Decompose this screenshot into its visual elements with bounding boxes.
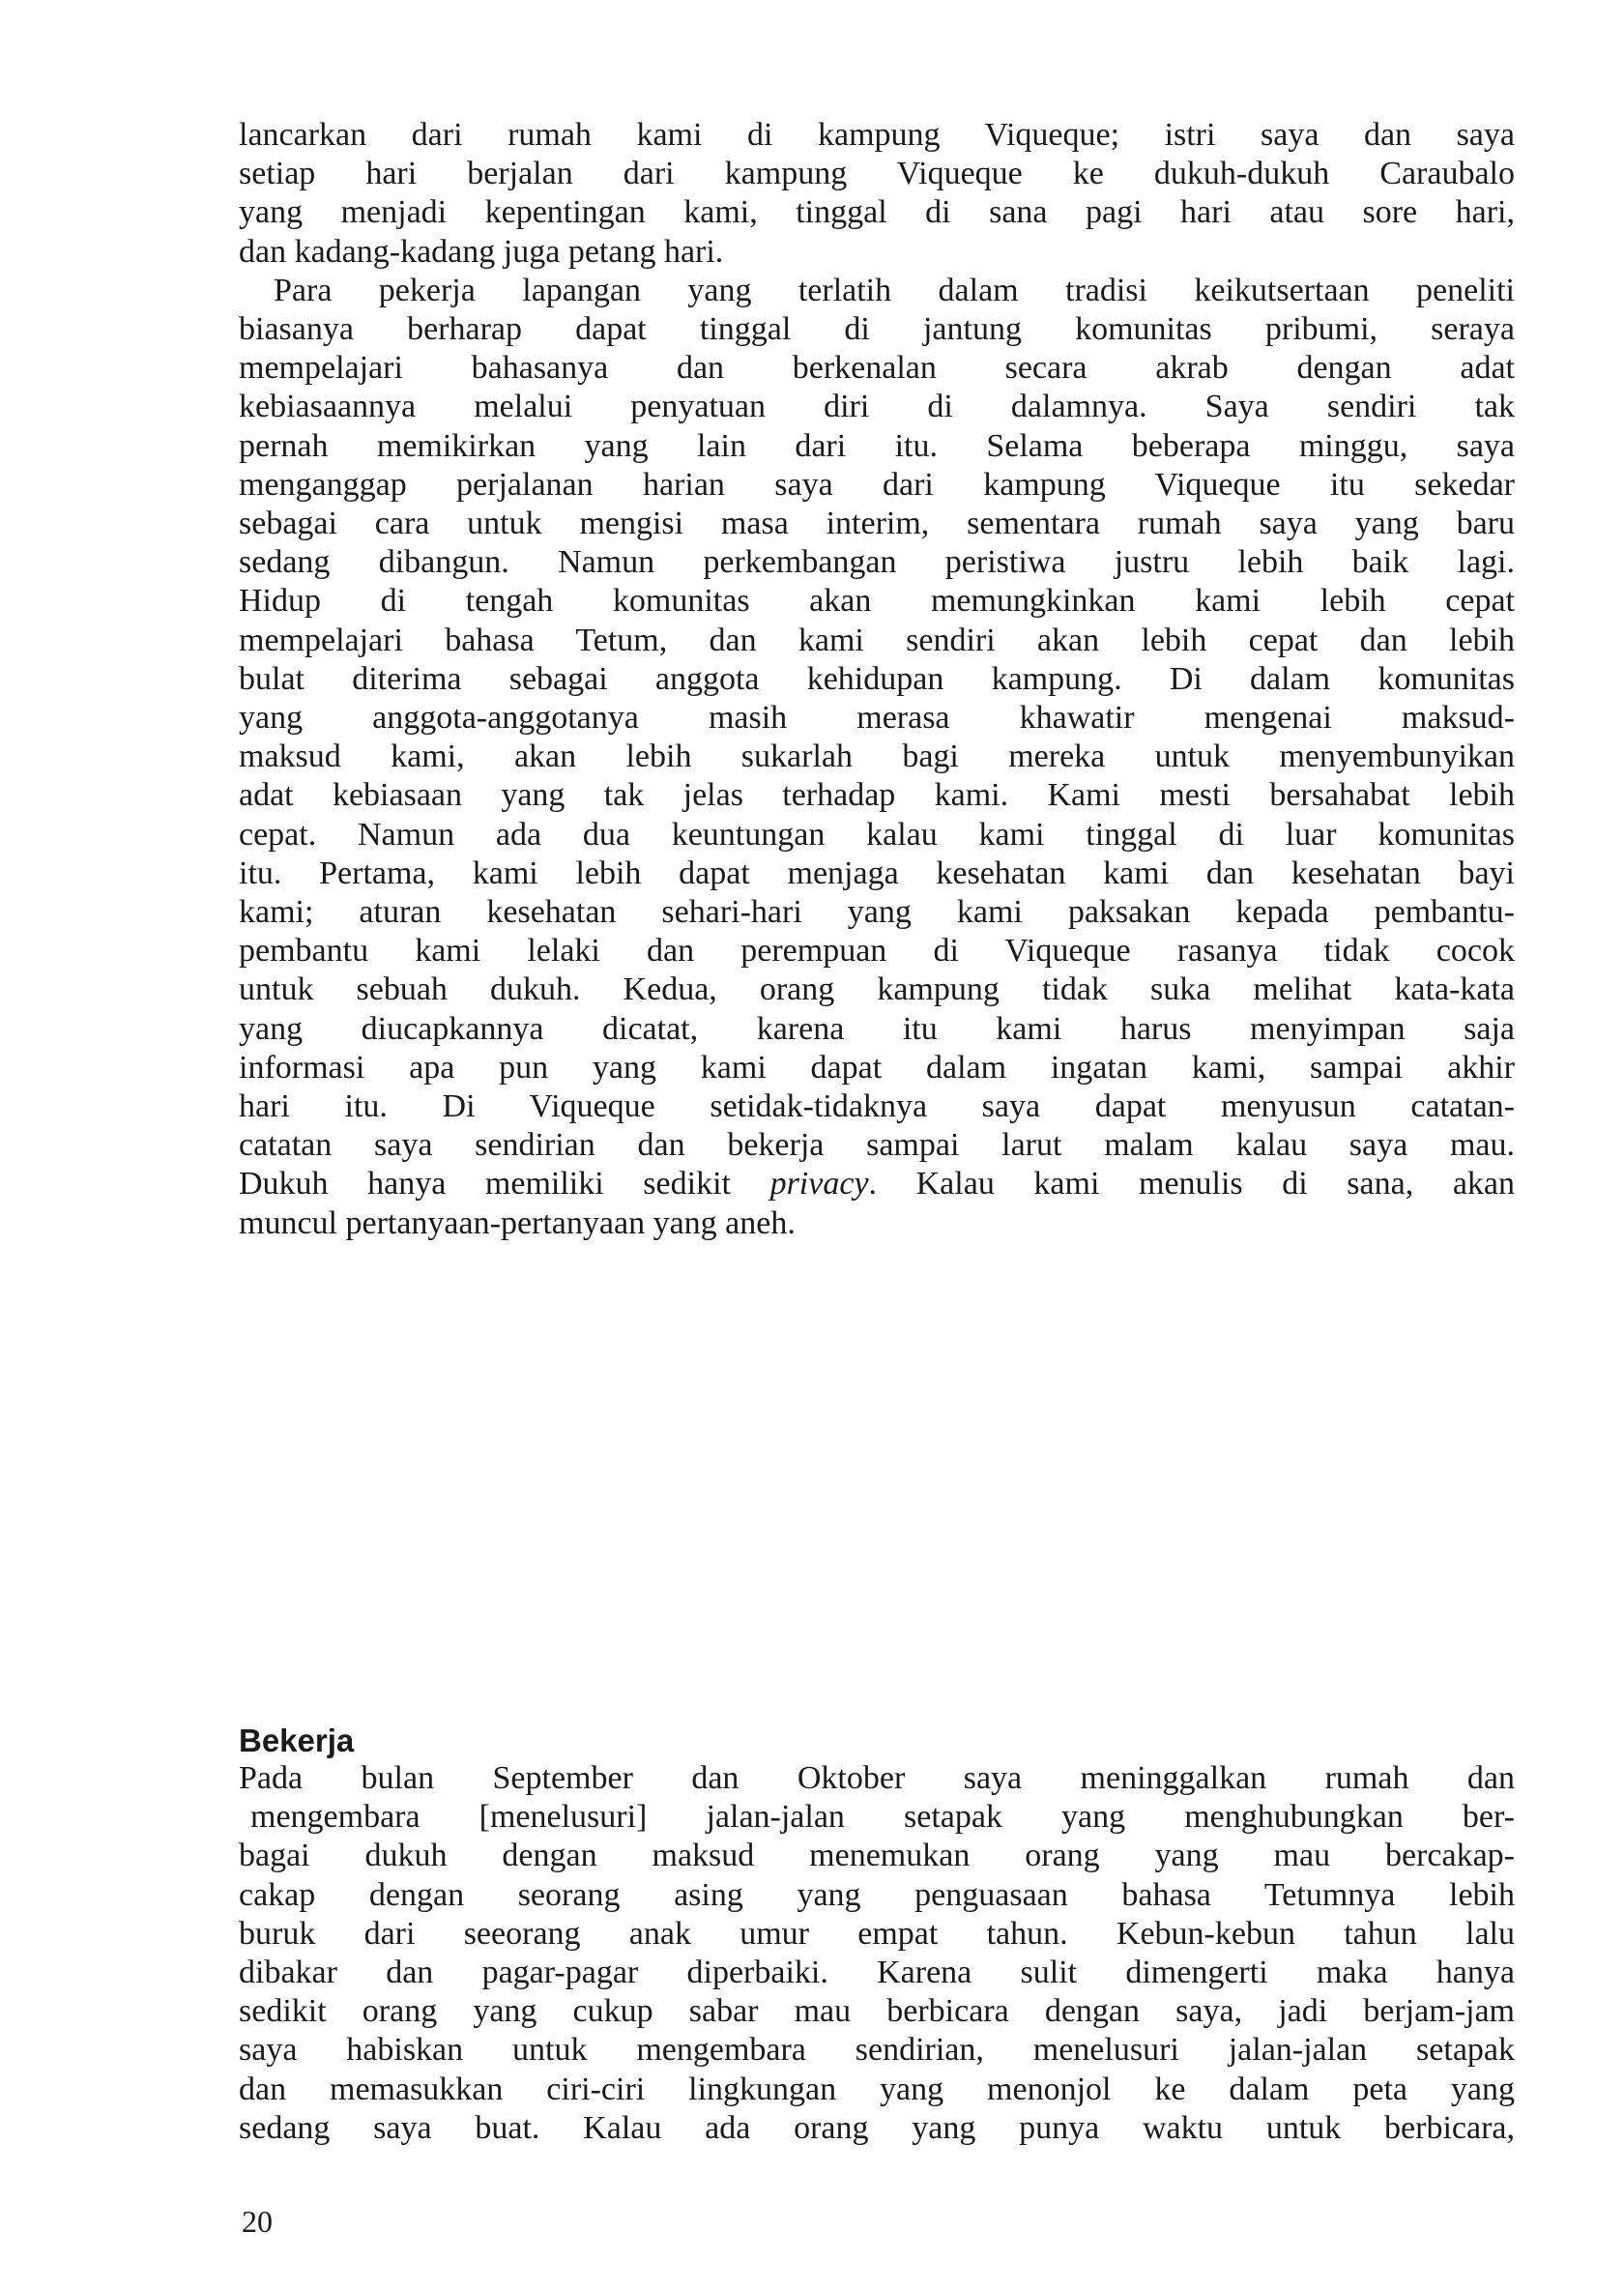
text-line: pernah memikirkan yang lain dari itu. Selama beberapa minggu, saya (239, 427, 1515, 464)
text-line: kami; aturan kesehatan sehari-hari yang kami paksakan kepada pembantu- (239, 894, 1515, 931)
text-line: itu. Pertama, kami lebih dapat menjaga kesehatan kami dan kesehatan bayi (239, 855, 1515, 891)
text-line: mempelajari bahasa Tetum, dan kami sendiri akan lebih cepat dan lebih (239, 622, 1515, 658)
text-line: sedikit orang yang cukup sabar mau berbicara dengan saya, jadi berjam-jam (239, 1993, 1515, 2030)
text-line: saya habiskan untuk mengembara sendirian, menelusuri jalan-jalan setapak (239, 2032, 1515, 2069)
text-line: untuk sebuah dukuh. Kedua, orang kampung tidak suka melihat kata-kata (239, 971, 1515, 1008)
text-line: yang anggota-anggotanya masih merasa khawatir mengenai maksud- (239, 700, 1515, 737)
text-line: dan kadang-kadang juga petang hari. (239, 233, 724, 270)
text-line: buruk dari seeorang anak umur empat tahun. Kebun-kebun tahun lalu (239, 1915, 1515, 1952)
text-line: mengembara [menelusuri] jalan-jalan setapak yang menghubungkan ber- (250, 1799, 1515, 1836)
section-heading: Bekerja (239, 1723, 355, 1758)
paragraph-1 (239, 116, 1515, 272)
text-line: yang diucapkannya dicatat, karena itu kami harus menyimpan saja (239, 1010, 1515, 1047)
text-line: cakap dengan seorang asing yang penguasaan bahasa Tetumnya lebih (239, 1876, 1515, 1913)
text-line: setiap hari berjalan dari kampung Viqueque ke dukuh-dukuh Caraubalo (239, 156, 1515, 192)
text-line: Pada bulan September dan Oktober saya meninggalkan rumah dan (239, 1760, 1515, 1796)
body-text (239, 116, 1515, 1243)
text-line: adat kebiasaan yang tak jelas terhadap kami. Kami mesti bersahabat lebih (239, 777, 1515, 814)
section-paragraph (239, 1759, 1515, 2148)
text-line: hari itu. Di Viqueque setidak-tidaknya saya dapat menyusun catatan- (239, 1088, 1515, 1125)
text-line: Para pekerja lapangan yang terlatih dalam tradisi keikutsertaan peneliti (274, 272, 1515, 308)
text-line: sebagai cara untuk mengisi masa interim, sementara rumah saya yang baru (239, 506, 1515, 542)
text-line: sedang saya buat. Kalau ada orang yang punya waktu untuk berbicara, (239, 2109, 1515, 2146)
page-number: 20 (242, 2204, 273, 2239)
text-line: mempelajari bahasanya dan berkenalan secara akrab dengan adat (239, 350, 1515, 387)
text-line: sedang dibangun. Namun perkembangan peristiwa justru lebih baik lagi. (239, 544, 1515, 581)
text-line: bagai dukuh dengan maksud menemukan orang yang mau bercakap- (239, 1838, 1515, 1874)
text-line: cepat. Namun ada dua keuntungan kalau kami tinggal di luar komunitas (239, 816, 1515, 853)
section-bekerja (239, 1723, 1515, 2148)
paragraph-2 (239, 272, 1515, 1243)
text-line: kebiasaannya melalui penyatuan diri di dalamnya. Saya sendiri tak (239, 389, 1515, 425)
text-line: menganggap perjalanan harian saya dari kampung Viqueque itu sekedar (239, 466, 1515, 503)
text-line: informasi apa pun yang kami dapat dalam ingatan kami, sampai akhir (239, 1049, 1515, 1086)
italic-word: privacy (769, 1166, 869, 1202)
text-line: lancarkan dari rumah kami di kampung Viqueque; istri saya dan saya (239, 117, 1515, 153)
text-line: muncul pertanyaan-pertanyaan yang aneh. (239, 1204, 796, 1241)
text-line: dan memasukkan ciri-ciri lingkungan yang menonjol ke dalam peta yang (239, 2071, 1515, 2107)
text-line: biasanya berharap dapat tinggal di jantung komunitas pribumi, seraya (239, 311, 1515, 348)
text-line: maksud kami, akan lebih sukarlah bagi mereka untuk menyembunyikan (239, 739, 1515, 775)
text-line: catatan saya sendirian dan bekerja sampai larut malam kalau saya mau. (239, 1127, 1515, 1164)
text-line: pembantu kami lelaki dan perempuan di Viqueque rasanya tidak cocok (239, 933, 1515, 970)
text-line: dibakar dan pagar-pagar diperbaiki. Karena sulit dimengerti maka hanya (239, 1955, 1515, 1991)
text-line: bulat diterima sebagai anggota kehidupan kampung. Di dalam komunitas (239, 660, 1515, 697)
text-line: Hidup di tengah komunitas akan memungkinkan kami lebih cepat (239, 583, 1515, 620)
text-line: Dukuh hanya memiliki sedikit privacy. Kalau kami menulis di sana, akan (239, 1166, 1515, 1202)
text-line: yang menjadi kepentingan kami, tinggal di sana pagi hari atau sore hari, (239, 194, 1515, 231)
